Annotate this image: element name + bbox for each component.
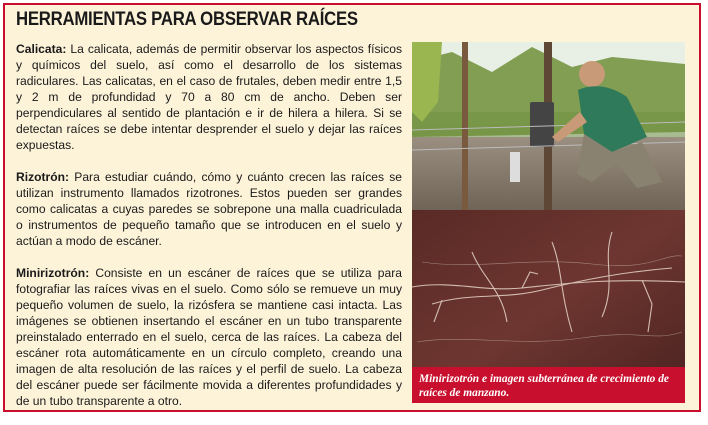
photo-caption: Minirizotrón e imagen subterránea de crecimiento de raíces de manzano. (412, 367, 685, 403)
section-term: Rizotrón: (16, 170, 70, 184)
minirhizotron-photo (412, 42, 685, 403)
section-minirizotron (16, 265, 402, 409)
section-calicata (16, 41, 402, 153)
section-rizotron (16, 169, 402, 249)
section-text: Consiste en un escáner de raíces que se utiliza para fotografiar las raíces vivas en el suelo. Como sólo se remueve un muy pequeño volumen de suelo, la rizósfera se mantiene casi intacta. Las imágenes se obtienen insertando el escáner en un tubo transparente preinstalado enterrado en el suelo, cerca de las raíces. La cabeza del escáner rota automáticamente en un círculo completo, creando una imagen de alta resolución de las raíces y el perfil de suelo. La cabeza del escáner puede ser fácilmente movida a diferentes profundidades y de un tubo transparente a otro. (16, 266, 402, 408)
photo-illustration (412, 42, 685, 403)
section-term: Minirizotrón: (16, 266, 90, 280)
article-body (16, 41, 402, 425)
section-text: Para estudiar cuándo, cómo y cuánto crecen las raíces se utilizan instrumento llamados rizotrones. Estos pueden ser grandes como calicatas a cuyas paredes se sobrepone una malla cuadriculada o instrumentos de pequeño tamaño que se introducen en el suelo y actúan a modo de escáner. (16, 170, 402, 248)
box-title: HERRAMIENTAS PARA OBSERVAR RAÍCES (16, 8, 358, 30)
section-term: Calicata: (16, 42, 67, 56)
section-text: La calicata, además de permitir observar los aspectos físicos y químicos del suelo, así como el desarrollo de los sistemas radiculares. Las calicatas, en el caso de frutales, deben medir entre 1,5 y 2 m de profundidad y 70 a 80 cm de ancho. Deben ser perpendiculares al sentido de plantación e ir de hilera a hilera. Si se detectan raíces se debe intentar desprender el suelo y dejar las raíces expuestas. (16, 42, 402, 152)
